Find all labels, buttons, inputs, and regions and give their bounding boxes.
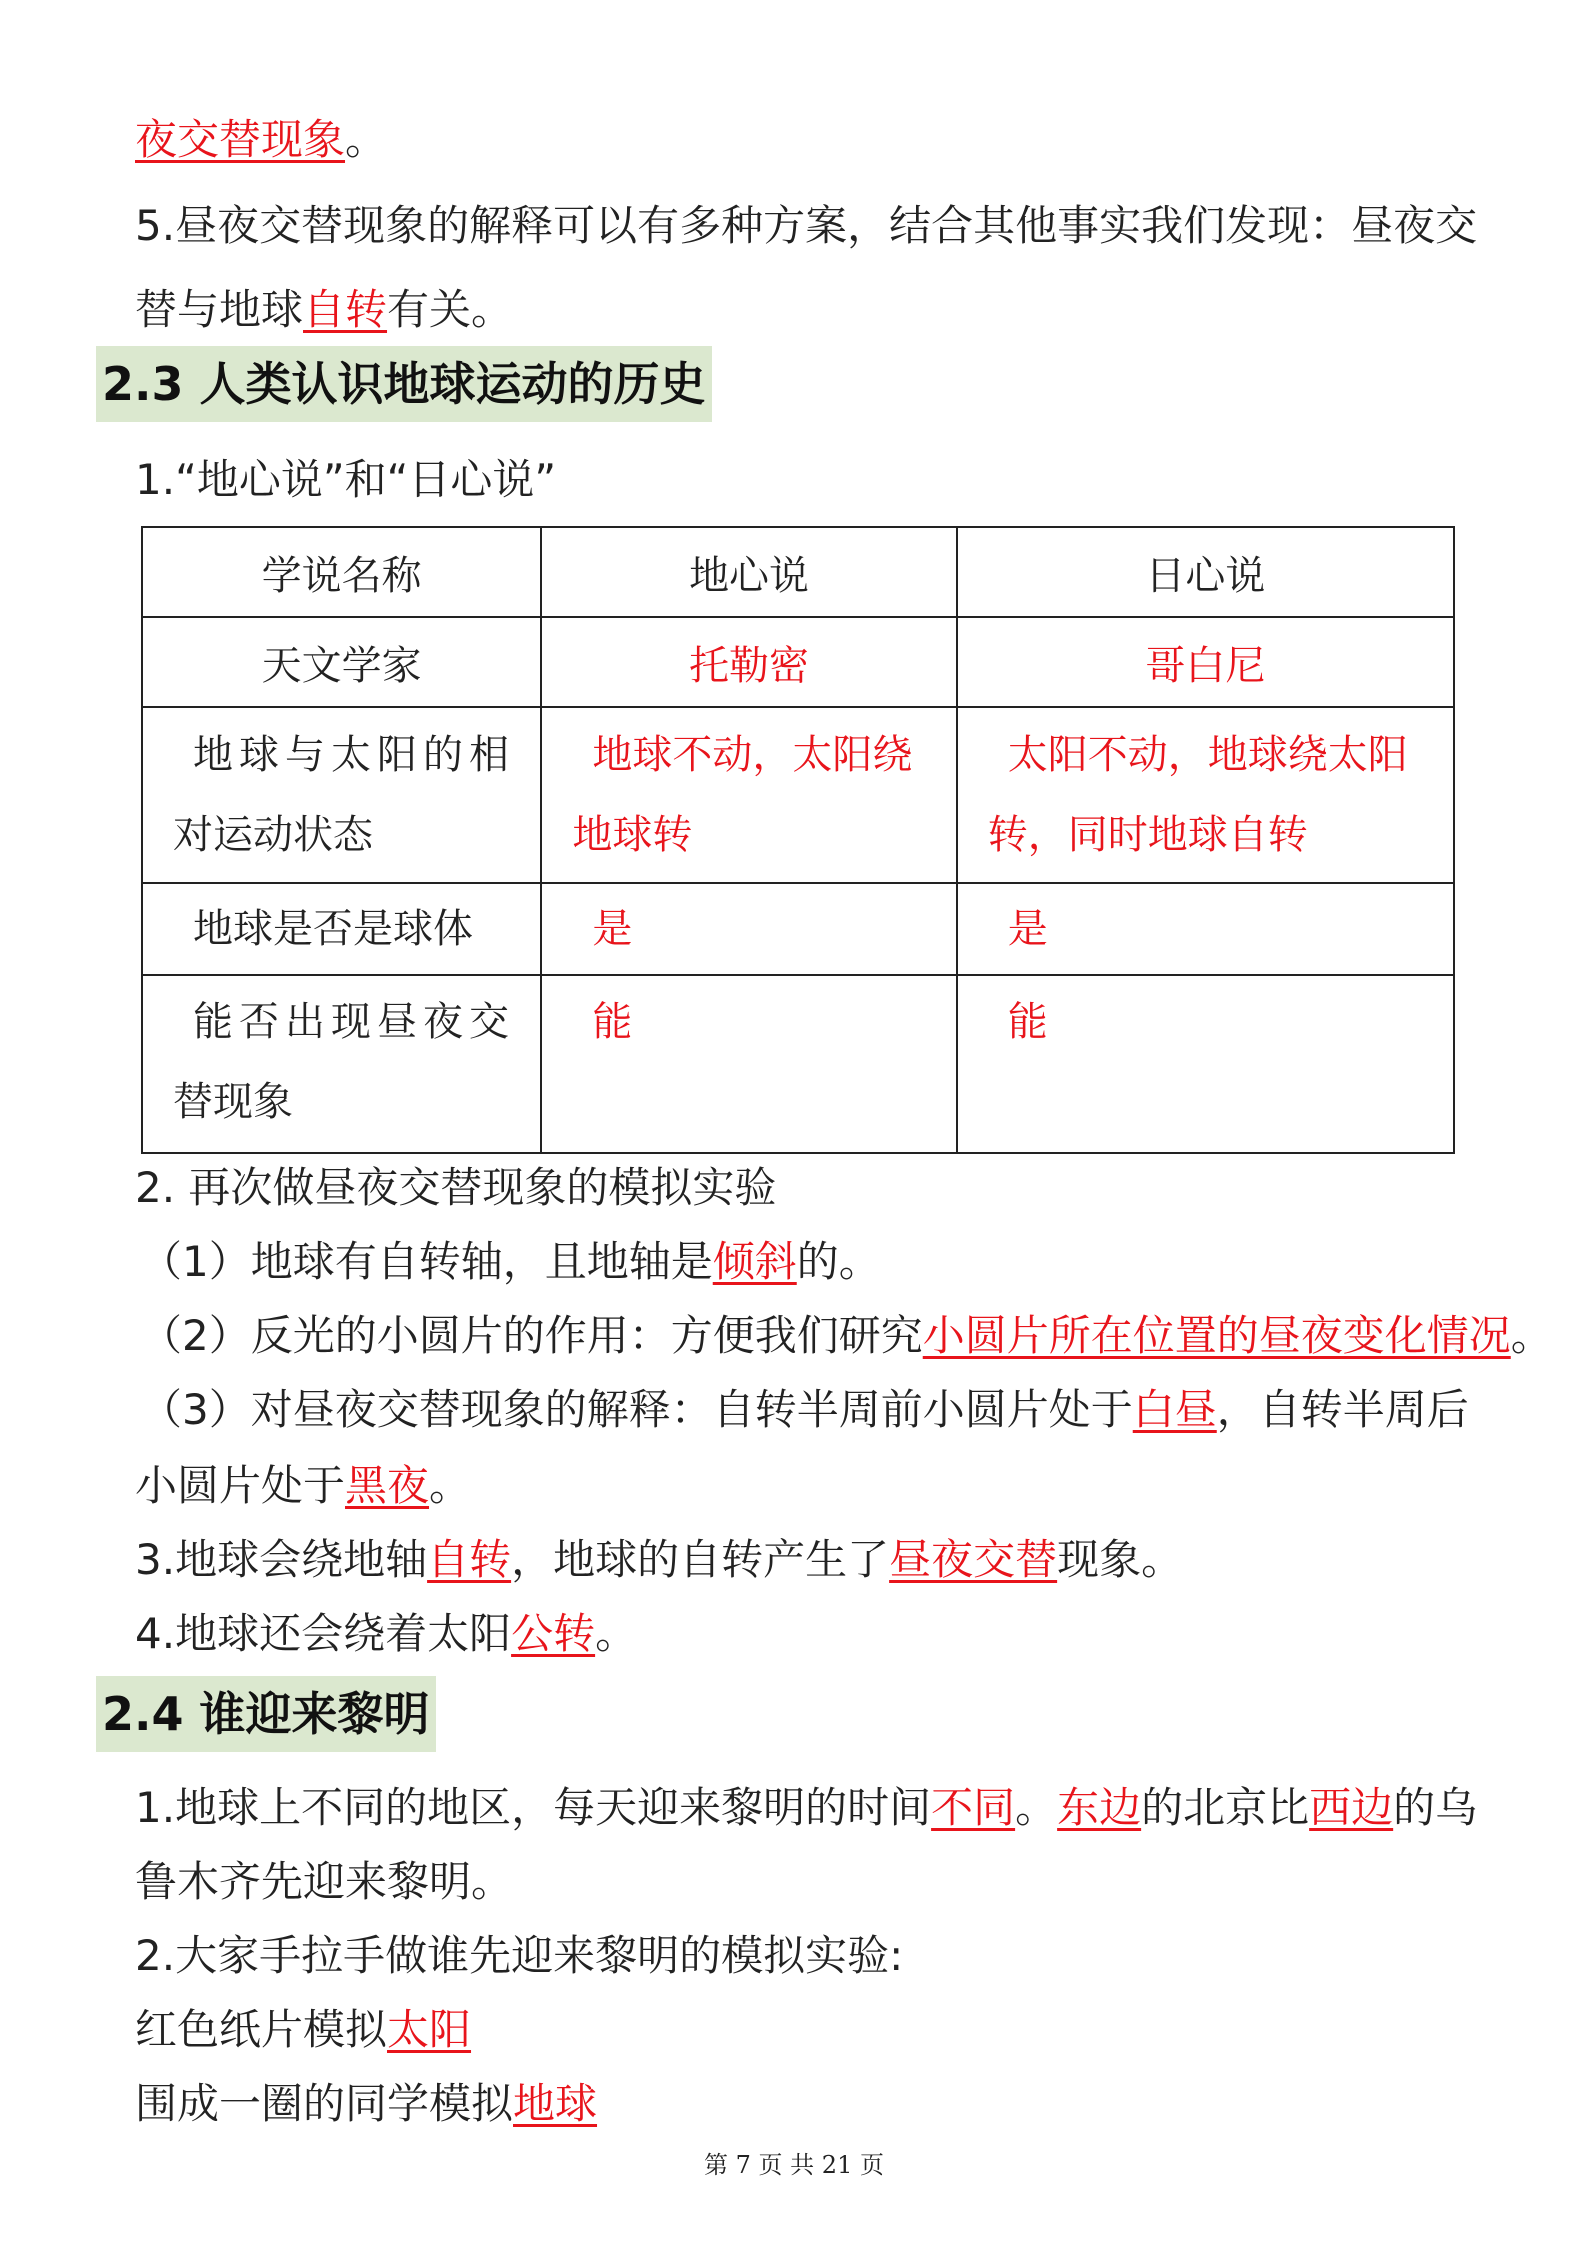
- point-2-title: 2. 再次做昼夜交替现象的模拟实验: [135, 1163, 777, 1212]
- point-5-line-1: [135, 196, 1477, 256]
- answer-cell: 托勒密: [541, 617, 956, 707]
- answer-line: 是: [592, 906, 633, 952]
- text-fragment: 小圆片处于: [135, 1461, 346, 1510]
- answer-blank: 地球: [513, 2079, 598, 2128]
- answer-cell: 哥白尼: [957, 617, 1454, 707]
- row-label: [142, 707, 541, 883]
- header-cell: 日心说: [957, 527, 1454, 617]
- answer-line: 地球不动，太阳绕: [592, 732, 913, 778]
- row-label: [142, 975, 541, 1153]
- label-line: 能否出现昼夜交: [193, 999, 515, 1045]
- answer-cell: [957, 707, 1454, 883]
- answer-blank: 昼夜交替: [889, 1535, 1058, 1584]
- text-fragment: 有关。: [387, 285, 514, 334]
- label-line: 对运动状态: [173, 812, 373, 858]
- answer-blank: 不同: [931, 1783, 1016, 1832]
- text-fragment: ，地球的自转产生了: [511, 1535, 890, 1584]
- answer-blank: 黑夜: [345, 1461, 430, 1510]
- text-fragment: （1）地球有自转轴，且地轴是: [140, 1237, 713, 1286]
- s24-point-1-line-2: [135, 1852, 513, 1912]
- text-fragment: 1.地球上不同的地区，每天迎来黎明的时间: [135, 1783, 932, 1832]
- answer-blank: 公转: [511, 1609, 596, 1658]
- section-heading-2-4: 2.4 谁迎来黎明: [96, 1676, 436, 1752]
- text-fragment: 4.地球还会绕着太阳: [135, 1609, 512, 1658]
- text-fragment: ，自转半周后: [1216, 1385, 1469, 1434]
- table-intro: 1.“地心说”和“日心说”: [135, 455, 557, 504]
- header-cell: 地心说: [541, 527, 956, 617]
- label-line: 地球是否是球体: [193, 906, 473, 952]
- s24-point-1-line-1: [135, 1778, 1477, 1838]
- text-fragment: （3）对昼夜交替现象的解释：自转半周前小圆片处于: [140, 1385, 1133, 1434]
- text-fragment: 。: [1015, 1783, 1058, 1832]
- text-fragment: 的。: [796, 1237, 881, 1286]
- label-line: 地球与太阳的相: [193, 732, 515, 778]
- text-fragment: 红色纸片模拟: [135, 2005, 388, 2054]
- point-2-3-line-2: [135, 1456, 471, 1516]
- point-3: [135, 1530, 1183, 1590]
- answer-cell: [957, 883, 1454, 975]
- text-fragment: 5.昼夜交替现象的解释可以有多种方案，结合其他事实我们发现：昼夜交: [135, 201, 1478, 250]
- answer-blank: 太阳: [387, 2005, 472, 2054]
- text-fragment: 现象。: [1057, 1535, 1184, 1584]
- table-row: [142, 707, 1454, 883]
- point-4: [135, 1604, 637, 1664]
- text-fragment: （2）反光的小圆片的作用：方便我们研究: [140, 1311, 923, 1360]
- text-fragment: 。: [345, 115, 388, 164]
- table-row: [142, 883, 1454, 975]
- text-fragment: 。: [1510, 1311, 1553, 1360]
- point-2-1: [140, 1232, 881, 1292]
- answer-blank: 自转: [303, 285, 388, 334]
- answer-blank: 小圆片所在位置的昼夜变化情况: [922, 1311, 1511, 1360]
- answer-line: 能: [592, 999, 633, 1045]
- page-footer: 第 7 页 共 21 页: [704, 2151, 884, 2179]
- text-fragment: 。: [595, 1609, 638, 1658]
- answer-blank: 夜交替现象: [135, 115, 346, 164]
- row-label: [142, 883, 541, 975]
- answer-blank: 白昼: [1132, 1385, 1217, 1434]
- answer-line: 转，同时地球自转: [987, 812, 1308, 858]
- point-5-line-2: [135, 280, 513, 340]
- s24-point-4: [135, 2074, 597, 2134]
- answer-cell: [541, 975, 956, 1153]
- row-label: 天文学家: [142, 617, 541, 707]
- point-2-3-line-1: [140, 1380, 1469, 1440]
- answer-cell: [541, 883, 956, 975]
- text-fragment: 的北京比: [1141, 1783, 1310, 1832]
- table-row: [142, 975, 1454, 1153]
- answer-blank: 西边: [1309, 1783, 1394, 1832]
- answer-blank: 东边: [1057, 1783, 1142, 1832]
- answer-cell: [957, 975, 1454, 1153]
- table-header-row: [142, 527, 1454, 617]
- comparison-table: [141, 526, 1455, 1154]
- text-fragment: 替与地球: [135, 285, 304, 334]
- continuation-line: [135, 110, 387, 170]
- answer-cell: [541, 707, 956, 883]
- s24-point-2: 2.大家手拉手做谁先迎来黎明的模拟实验:: [135, 1931, 904, 1980]
- text-fragment: 围成一圈的同学模拟: [135, 2079, 514, 2128]
- table-row: [142, 617, 1454, 707]
- point-2-2: [140, 1306, 1553, 1366]
- header-cell: 学说名称: [142, 527, 541, 617]
- text-fragment: 。: [429, 1461, 472, 1510]
- section-heading-2-3: 2.3 人类认识地球运动的历史: [96, 346, 712, 422]
- text-fragment: 的乌: [1393, 1783, 1478, 1832]
- label-line: 替现象: [173, 1079, 293, 1125]
- s24-point-3: [135, 2000, 471, 2060]
- answer-line: 是: [1007, 906, 1048, 952]
- answer-line: 太阳不动，地球绕太阳: [1007, 732, 1408, 778]
- text-fragment: 鲁木齐先迎来黎明。: [135, 1857, 514, 1906]
- answer-line: 地球转: [572, 812, 693, 858]
- answer-blank: 倾斜: [712, 1237, 797, 1286]
- answer-line: 能: [1007, 999, 1048, 1045]
- answer-blank: 自转: [427, 1535, 512, 1584]
- text-fragment: 3.地球会绕地轴: [135, 1535, 428, 1584]
